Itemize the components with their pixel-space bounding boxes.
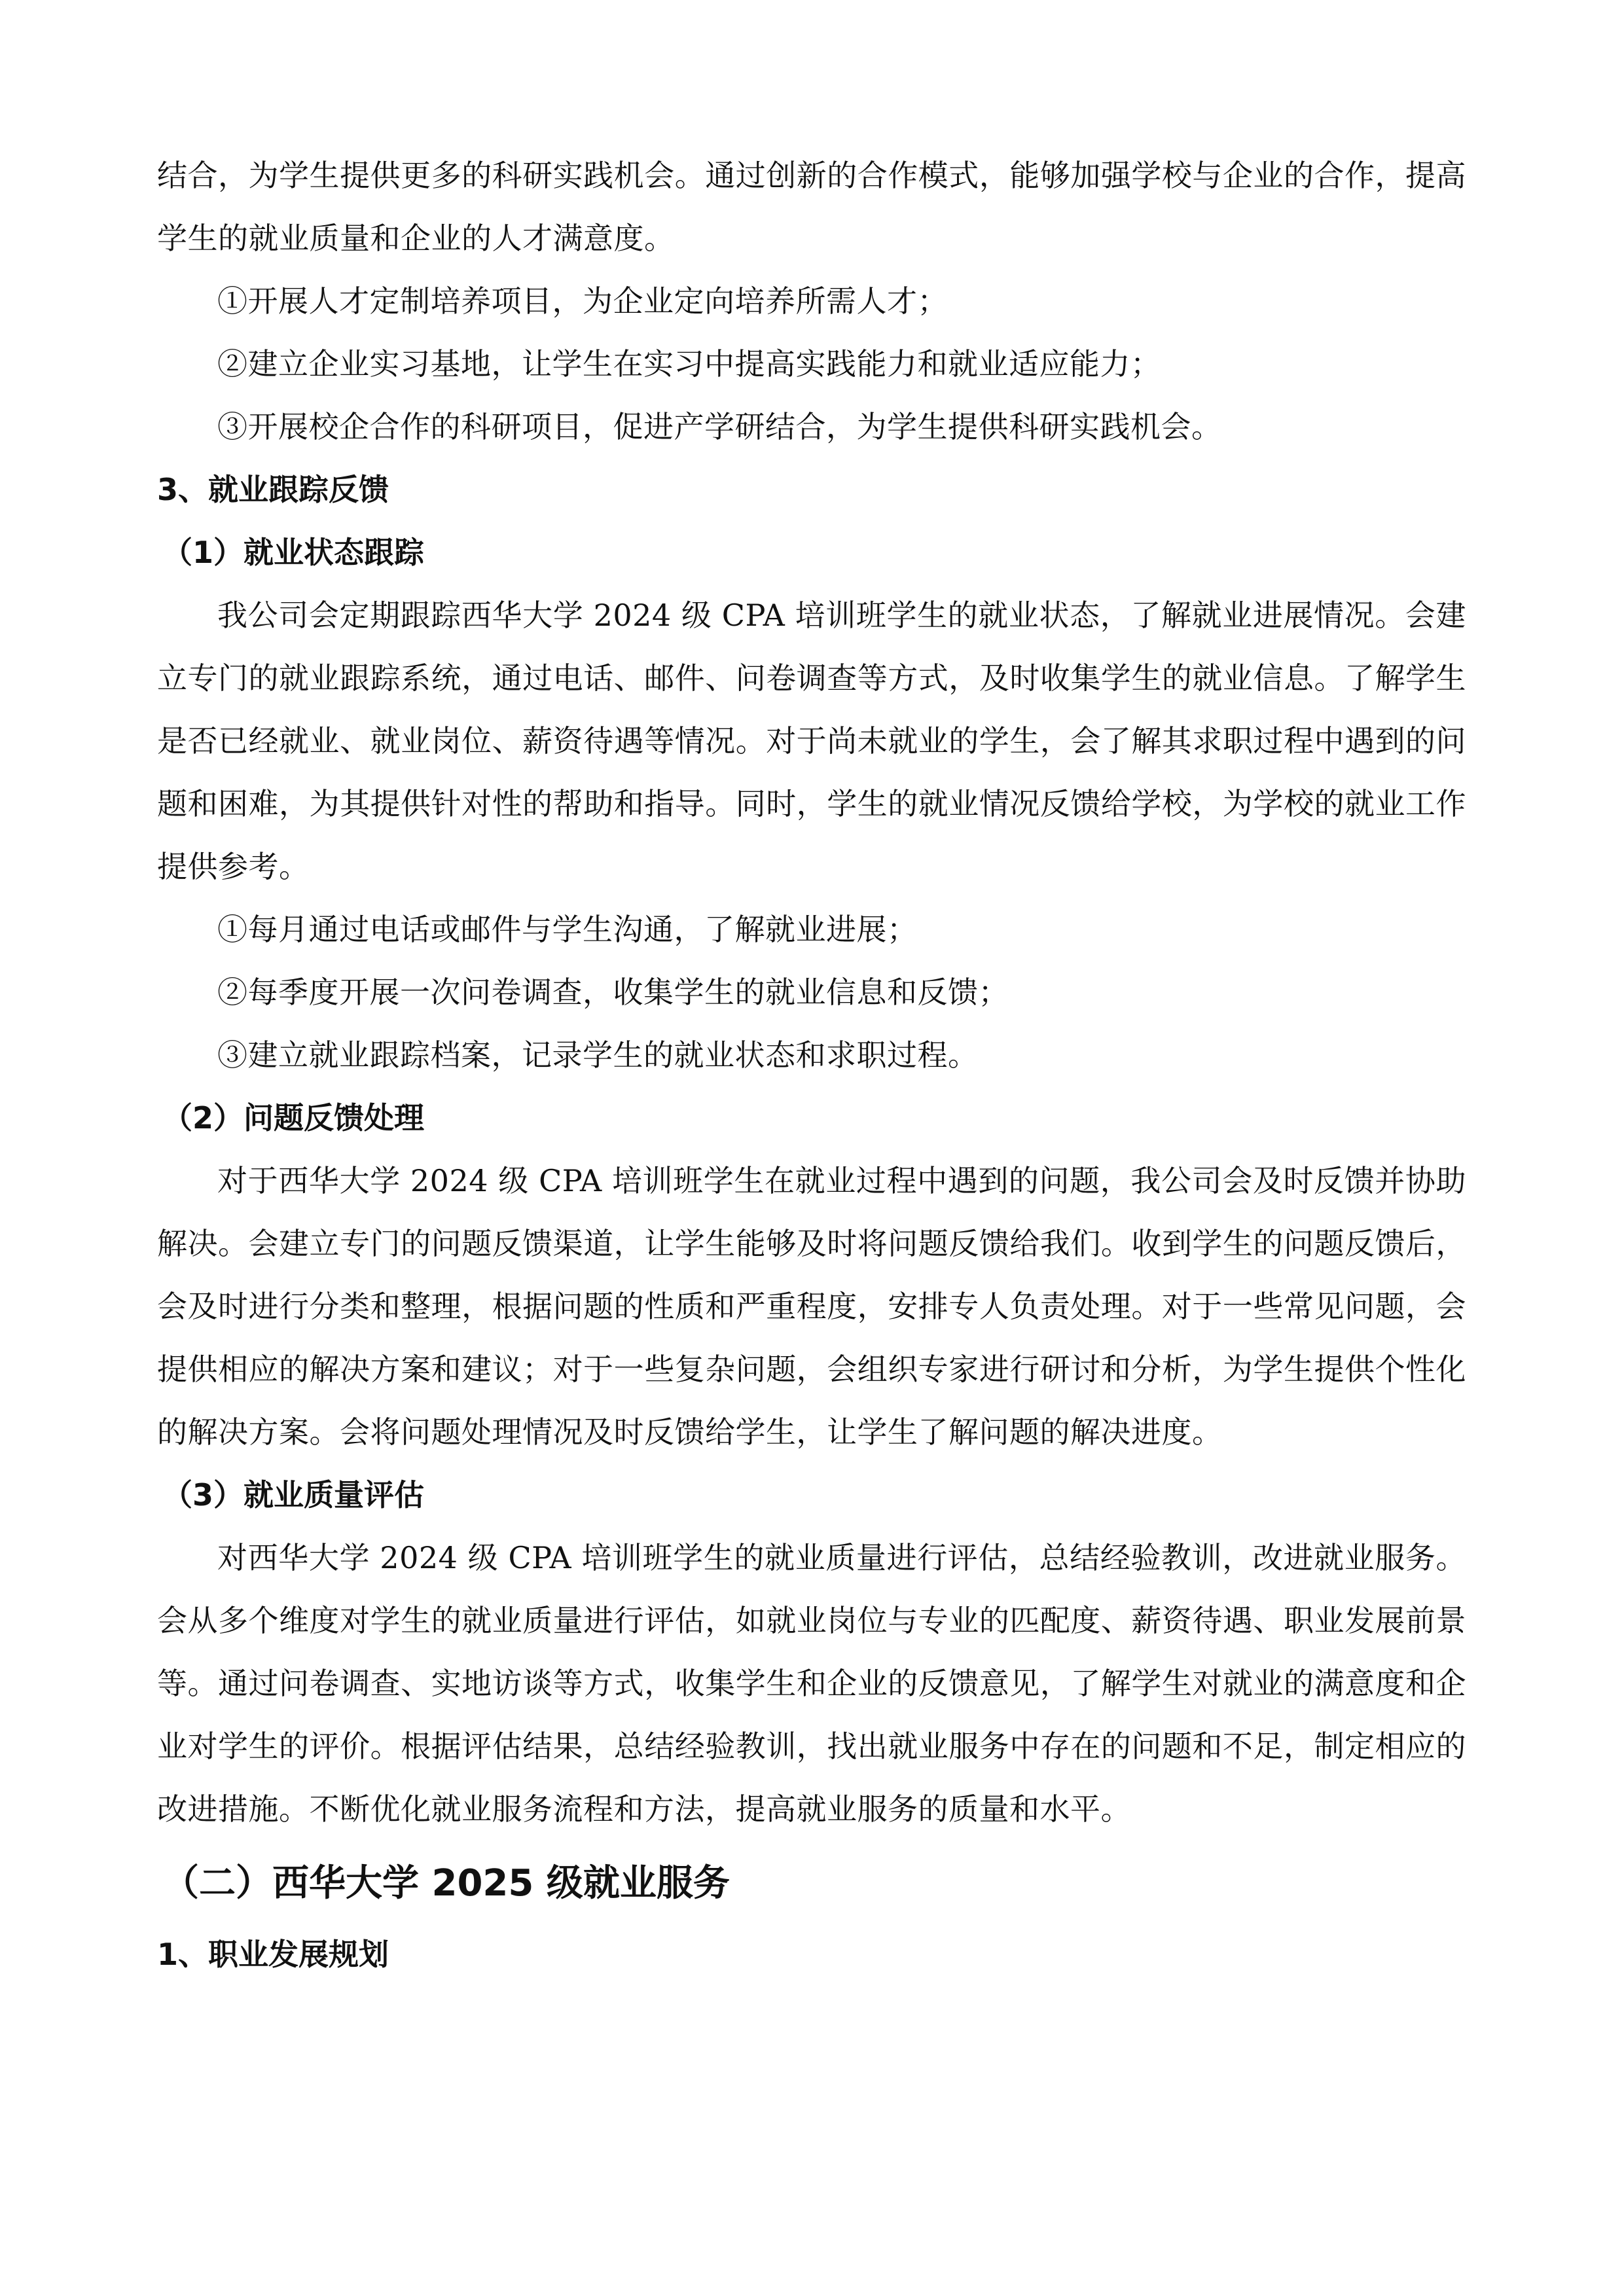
list-item: ②建立企业实习基地，让学生在实习中提高实践能力和就业适应能力； [217,346,1161,382]
chapter-heading-2025-services: （二）西华大学 2025 级就业服务 [162,1862,730,1905]
paragraph-quality-evaluation: 对西华大学 2024 级 CPA 培训班学生的就业质量进行评估，总结经验教训，改进就业服务。会从多个维度对学生的就业质量进行评估，如就业岗位与专业的匹配度、薪资待遇、职业发展前景等。通过问卷调查、实地访谈等方式，收集学生和企业的反馈意见，了解学生对就业的满意度和企业对学生的评价。根据评估结果，总结经验教训，找出就业服务中存在的问题和不足，制定相应的改进措施。不断优化就业服务流程和方法，提高就业服务的质量和水平。 [157,1540,1466,1827]
paragraph-status-tracking: 我公司会定期跟踪西华大学 2024 级 CPA 培训班学生的就业状态，了解就业进展情况。会建立专门的就业跟踪系统，通过电话、邮件、问卷调查等方式，及时收集学生的就业信息。了解学生是否已经就业、就业岗位、薪资待遇等情况。对于尚未就业的学生，会了解其求职过程中遇到的问题和困难，为其提供针对性的帮助和指导。同时，学生的就业情况反馈给学校，为学校的就业工作提供参考。 [157,598,1466,884]
section-heading-employment-tracking: 3、就业跟踪反馈 [157,472,389,507]
list-item: ③开展校企合作的科研项目，促进产学研结合，为学生提供科研实践机会。 [217,409,1222,444]
document-body [157,144,1466,1986]
paragraph-feedback-handling: 对于西华大学 2024 级 CPA 培训班学生在就业过程中遇到的问题，我公司会及时反馈并协助解决。会建立专门的问题反馈渠道，让学生能够及时将问题反馈给我们。收到学生的问题反馈后，会及时进行分类和整理，根据问题的性质和严重程度，安排专人负责处理。对于一些常见问题，会提供相应的解决方案和建议；对于一些复杂问题，会组织专家进行研讨和分析，为学生提供个性化的解决方案。会将问题处理情况及时反馈给学生，让学生了解问题的解决进度。 [157,1163,1466,1450]
list-item: ③建立就业跟踪档案，记录学生的就业状态和求职过程。 [217,1037,979,1073]
list-item: ②每季度开展一次问卷调查，收集学生的就业信息和反馈； [217,975,1009,1010]
subsection-heading-feedback-handling: （2）问题反馈处理 [162,1100,425,1136]
list-item: ①每月通过电话或邮件与学生沟通，了解就业进展； [217,912,918,947]
subsection-heading-status-tracking: （1）就业状态跟踪 [162,535,425,570]
list-item: ①开展人才定制培养项目，为企业定向培养所需人才； [217,283,948,319]
section-heading-career-planning: 1、职业发展规划 [157,1937,389,1972]
paragraph-continuation: 结合，为学生提供更多的科研实践机会。通过创新的合作模式，能够加强学校与企业的合作，提高学生的就业质量和企业的人才满意度。 [157,158,1466,256]
subsection-heading-quality-evaluation: （3）就业质量评估 [162,1477,425,1513]
